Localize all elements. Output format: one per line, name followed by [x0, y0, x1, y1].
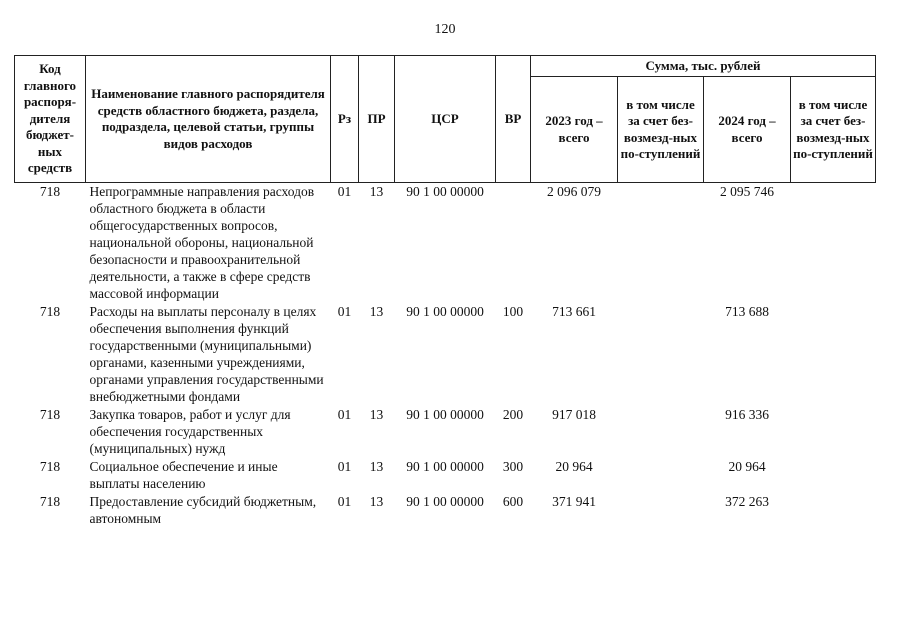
cell-free-2023: [618, 458, 704, 493]
cell-code: 718: [39, 459, 61, 474]
cell-vr: 200: [502, 407, 524, 422]
cell-rz: 01: [337, 184, 352, 199]
cell-free-2024: [791, 183, 876, 304]
cell-csr: 90 1 00 00000: [406, 459, 484, 474]
header-name: Наименование главного распорядителя средств областного бюджета, раздела, подраздела, целевой статьи, группы видов расходов: [86, 56, 331, 183]
header-code: Код главного распоря-дителя бюджет-ных средств: [15, 56, 86, 183]
cell-rz: 01: [337, 459, 352, 474]
cell-code: 718: [39, 407, 61, 422]
header-2023-total: 2023 год – всего: [531, 77, 618, 183]
cell-free-2024: [791, 406, 876, 458]
cell-name: Закупка товаров, работ и услуг для обеспечения государственных (муниципальных) нужд: [89, 407, 291, 456]
cell-name: Непрограммные направления расходов областного бюджета в области общегосударственных вопросов, национальной обороны, национальной безопасности и правоохранительной деятельности, а также в сфере средств массовой информации: [89, 184, 315, 301]
header-csr: ЦСР: [395, 56, 496, 183]
cell-name: Предоставление субсидий бюджетным, автономным: [89, 494, 317, 526]
cell-pr: 13: [369, 459, 384, 474]
table-row: [15, 183, 876, 304]
table-row: [15, 303, 876, 406]
cell-sum-2023: 371 941: [552, 494, 596, 509]
header-vr: ВР: [496, 56, 531, 183]
cell-csr: 90 1 00 00000: [406, 304, 484, 319]
cell-sum-2024: 20 964: [728, 459, 766, 474]
cell-sum-2023: 20 964: [555, 459, 593, 474]
header-sum: Сумма, тыс. рублей: [531, 56, 876, 77]
cell-code: 718: [39, 494, 61, 509]
cell-code: 718: [39, 184, 61, 199]
table-row: [15, 493, 876, 528]
table-row: [15, 406, 876, 458]
cell-pr: 13: [369, 304, 384, 319]
cell-vr: 300: [502, 459, 524, 474]
cell-code: 718: [39, 304, 61, 319]
table-body: [15, 183, 876, 529]
cell-free-2023: [618, 303, 704, 406]
cell-csr: 90 1 00 00000: [406, 494, 484, 509]
cell-sum-2024: 916 336: [725, 407, 769, 422]
page-number: 120: [434, 22, 456, 37]
cell-vr: [496, 183, 531, 304]
cell-pr: 13: [369, 494, 384, 509]
header-rz: Рз: [331, 56, 359, 183]
cell-free-2023: [618, 406, 704, 458]
cell-sum-2023: 2 096 079: [547, 184, 601, 199]
cell-vr: 100: [502, 304, 524, 319]
cell-free-2023: [618, 493, 704, 528]
cell-name: Расходы на выплаты персоналу в целях обеспечения выполнения функций государственными (муниципальными) органами, казенными учреждениями, органами управления государственными внебюджетными фондами: [89, 304, 324, 404]
cell-vr: 600: [502, 494, 524, 509]
header-2024-total: 2024 год – всего: [704, 77, 791, 183]
cell-free-2024: [791, 493, 876, 528]
cell-sum-2023: 917 018: [552, 407, 596, 422]
cell-free-2023: [618, 183, 704, 304]
cell-rz: 01: [337, 494, 352, 509]
budget-table: [14, 55, 876, 528]
cell-pr: 13: [369, 184, 384, 199]
cell-sum-2023: 713 661: [552, 304, 596, 319]
table-row: [15, 458, 876, 493]
cell-sum-2024: 372 263: [725, 494, 769, 509]
cell-free-2024: [791, 458, 876, 493]
header-2023-free: в том числе за счет без-возмезд-ных по-ступлений: [618, 77, 704, 183]
cell-rz: 01: [337, 407, 352, 422]
cell-sum-2024: 713 688: [725, 304, 769, 319]
cell-free-2024: [791, 303, 876, 406]
cell-csr: 90 1 00 00000: [406, 407, 484, 422]
header-2024-free: в том числе за счет без-возмезд-ных по-ступлений: [791, 77, 876, 183]
cell-csr: 90 1 00 00000: [406, 184, 484, 199]
cell-pr: 13: [369, 407, 384, 422]
header-pr: ПР: [359, 56, 395, 183]
cell-sum-2024: 2 095 746: [720, 184, 774, 199]
cell-name: Социальное обеспечение и иные выплаты населению: [89, 459, 278, 491]
cell-rz: 01: [337, 304, 352, 319]
